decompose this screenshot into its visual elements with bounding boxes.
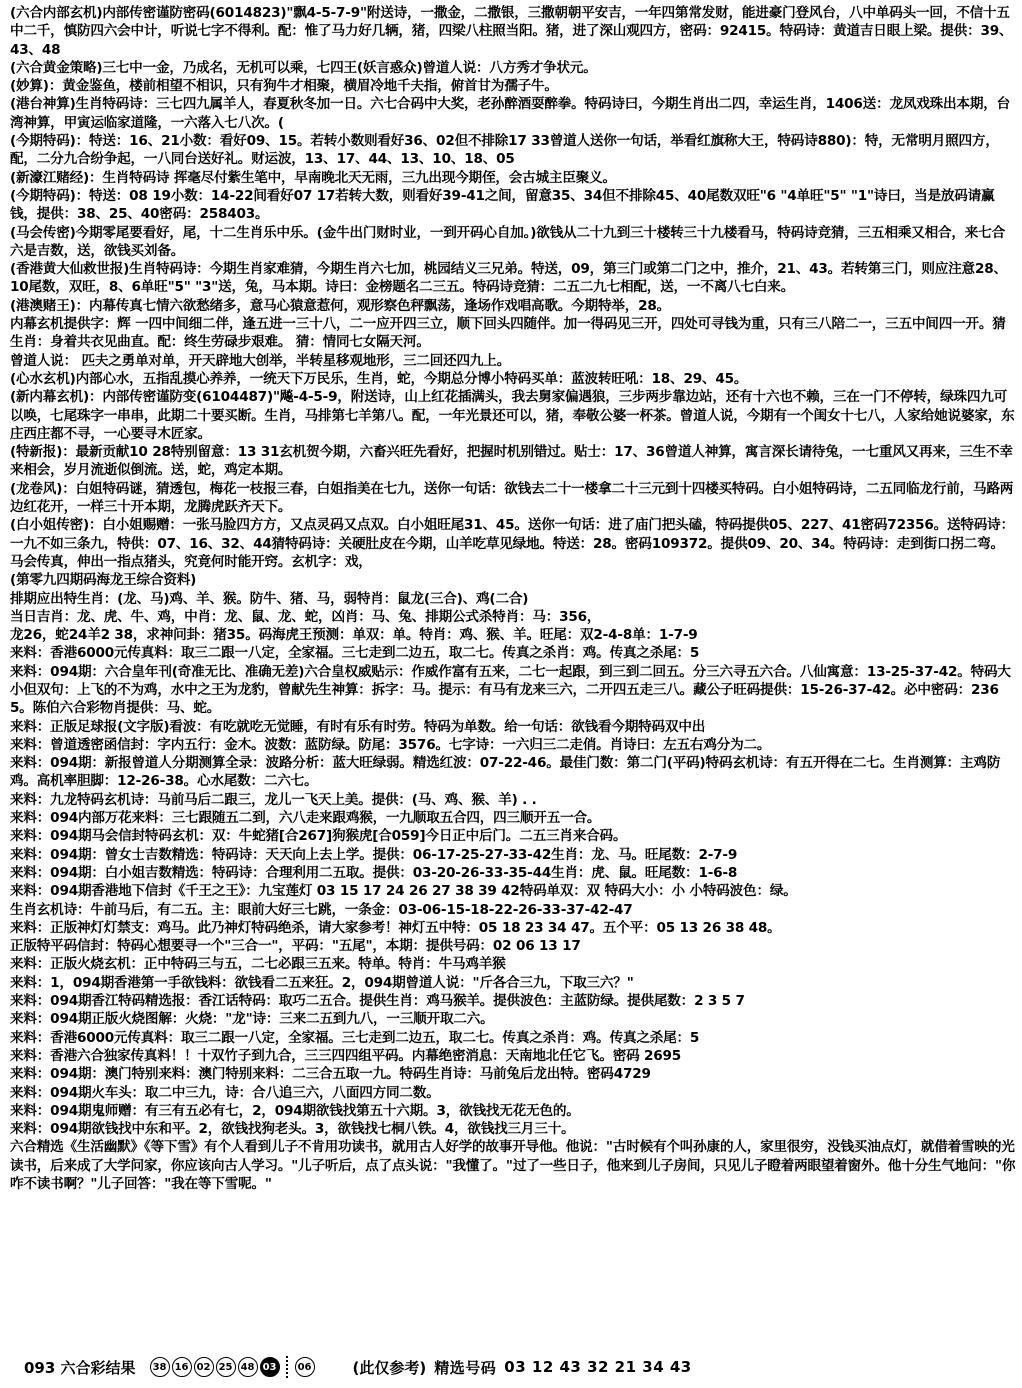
- special-ball: 06: [295, 1357, 315, 1377]
- text-line: 来料：094期：曾女士吉数精选：特码诗：天天向上去上学。提供：06-17-25-27-33-42生肖：龙、马。旺尾数：2-7-9: [10, 846, 738, 863]
- text-line: 龙26，蛇24羊2 38，求神问卦：猪35。码海虎王预测：单双：单。特肖：鸡、猴、羊。旺尾：双2-4-8单：1-7-9: [10, 627, 698, 644]
- result-balls: [150, 1356, 317, 1378]
- text-line: 来料：正版火烧玄机：正中特码三与五，二七必跟三五来。特单。特肖：牛马鸡羊猴: [10, 956, 506, 973]
- text-line: 来料：094期香港地下信封《千王之王》：九宝莲灯 03 15 17 24 26 27 38 39 42特码单双：双 特码大小：小 小特码波色：绿。: [10, 883, 797, 900]
- text-line: 来料：香港6000元传真料：取三二跟一八定，全家福。三七走到二边五，取二七。传真之杀肖：鸡。传真之杀尾：5: [10, 1029, 700, 1046]
- text-line: 来料：九龙特码玄机诗：马前马后二跟三，龙儿一飞天上美。提供：(马、鸡、猴、羊) . .: [10, 791, 537, 808]
- text-line: (今期特码)：特送：08 19小数：14-22间看好07 17若转大数，则看好39-41之间，留意35、34但不排除45、40尾数双旺"6 "4单旺"5" "1"诗曰，当是放码请赢钱，提供：38、25、40密码：258403。: [10, 187, 995, 223]
- result-ball: 48: [238, 1357, 258, 1377]
- text-line: 来料：094内部万花来料：三七跟随五二到，六八走来跟鸡猴，一九顺取五合四，四三顺开五一合。: [10, 810, 601, 827]
- text-line: 来料：094期：澳门特别来料：澳门特别来料：二三合五取一九。特码生肖诗：马前兔后龙出特。密码4729: [10, 1066, 651, 1083]
- text-line: 来料：1，094期香港第一手欲钱料：欲钱看二五来狂。2，094期曾道人说："斤各合三九，下取三六？": [10, 974, 634, 991]
- text-line: 来料：香港六合独家传真料！！十双竹子到九合，三三四四组平码。内幕绝密消息：天南地北任它飞。密码 2695: [10, 1047, 682, 1064]
- result-ball: 25: [216, 1357, 236, 1377]
- text-line: (新内幕玄机)：内部传密谨防变(6104487)"飚-4-5-9，附送诗，山上红花插满头，我去舅家偏遇狼，三步两步靠边站，还有十六也不赖，三在一门不停转，绿珠四九可以唤，七尾珠字一串串，此期二十要买断。生肖，马排第七羊第八。配，一年光景还可以，猪，奉敬公婆一杯茶。曾道人说，今期有一个闺女十七八，人家给她说婆家，东庄西庄都不寻，一心要寻木匠家。: [10, 389, 1015, 442]
- text-line: (新濠江赌经)：生肖特码诗 挥毫尽付紫生笔中，早南晚北天无雨，三九出现今期侄，会古城主臣聚义。: [10, 169, 616, 186]
- text-line: (心水玄机)内部心水，五指乱摸心养养，一统天下万民乐，生肖，蛇，今期总分博小特码买单：蓝波转旺吼：18、29、45。: [10, 370, 748, 387]
- text-line: (马会传密)今期零尾要看好，尾，十二生肖乐中乐。(金牛出门财时业，一到开码心自加。)欲钱从二十九到三十楼转三十九楼看马，特码诗竞猜，三五相乘又相合，来七合六是吉数，送，欲钱买刘备。: [10, 224, 1005, 259]
- picks-numbers: 03 12 43 32 21 34 43: [504, 1358, 692, 1376]
- text-line: 来料：094期欲钱找中东和平。2，欲钱找狗老头。3，欲钱找七桐八铁。4，欲钱找三月三十。: [10, 1121, 575, 1138]
- text-line: (六合黄金策略)三七中一金，乃成名，无机可以乘，七四王(妖言惑众)曾道人说：八方秀才争状元。: [10, 59, 597, 76]
- text-line: 来料：094期马会信封特码玄机：双：牛蛇猪[合267]狗猴虎[合059]今日正中后门。二五三肖来合码。: [10, 828, 627, 845]
- result-footer: [24, 1354, 1014, 1380]
- result-ball: 03: [260, 1357, 280, 1377]
- result-ball: 02: [194, 1357, 214, 1377]
- text-line: (龙卷风)：白姐特码谜，猜透包，梅花一枝报三春，白姐指美在七九，送你一句话：欲钱去二十一楼拿二十三元到十四楼买特码。白小姐特码诗，二五同临龙行前，马路两边红花开，一样三十开本期，龙腾虎跃齐天下。: [10, 480, 1014, 516]
- text-line: 曾道人说： 匹夫之勇单对单，开天辟地大创举，半转星移观地形，三二回还四九上。: [10, 352, 511, 369]
- picks-label: 精选号码: [434, 1358, 497, 1377]
- text-line: 来料：香港6000元传真料：取三二跟一八定，全家福。三七走到二边五，取二七。传真之杀肖：鸡。传真之杀尾：5: [10, 645, 700, 662]
- text-line: (白小姐传密)：白小姐赐赠：一张马脸四方方，又点灵码又点双。白小姐旺尾31、45。送你一句话：进了庙门把头磕，特码提供05、227、41密码72356。送特码诗：一九不如三条九，特供：07、16、32、44猜特码诗：关硬肚皮在今期，山羊吃草见绿地。特送：28。密码109372。提供09、20、34。特码诗：走到街口拐二弯。马会传真，伸出一指点猪头，究竟何时能开窍。玄机字：戏，: [10, 517, 1014, 570]
- text-line: 六合精选《生活幽默》《等下雪》有个人看到儿子不肯用功读书，就用古人好学的故事开导他。他说："古时候有个叫孙康的人，家里很穷，没钱买油点灯，就借着雪映的光读书，后来成了大学问家，你应该向古人学习。"儿子听后，点了点头说："我懂了。"过了一些日子，他来到儿子房间，只见儿子瞪着两眼望着窗外。他十分生气地问："你咋不读书啊？"儿子回答："我在等下雪呢。": [10, 1139, 1016, 1192]
- text-line: 来料：094期：新报曾道人分期测算全录：波路分析：蓝大旺绿弱。精选红波：07-22-46。最佳门数：第二门(平码)特码玄机诗：有五开得在二七。生肖测算：主鸡防鸡。高机率胆脚：12-26-38。心水尾数：二六七。: [10, 755, 1001, 790]
- text-line: (香港黄大仙救世报)生肖特码诗：今期生肖家难猜，今期生肖六七加，桃园结义三兄弟。特送，09，第三门或第二门之中，推介，21、43。若转第三门，则应注意28、10尾数，双旺，8、6单旺"5" "3"送，兔，马本期。诗曰：金榜题名二三五。特码诗竞猜：二五二九七相配，送，一不离八七白来。: [10, 261, 1007, 296]
- text-line: 正版特平码信封：特码心想要寻一个"三合一"，平码："五尾"，本期：提供号码：02 06 13 17: [10, 938, 581, 955]
- special-separator: [286, 1356, 291, 1378]
- result-label: 093 六合彩结果: [24, 1358, 136, 1377]
- document-body: [10, 4, 1016, 1193]
- text-line: (今期特码)：特送：16、21小数：看好09、15。若转小数则看好36、02但不排除17 33曾道人送你一句话，举看红旗称大王，特码诗880)：特，无常明月照四方，配，二分九合纷争起，一八同台送好礼。财运波，13、17、44、13、10、18、05: [10, 133, 999, 168]
- text-line: 来料：094期香江特码精选报：香江话特码：取巧二五合。提供生肖：鸡马猴羊。提供波色：主蓝防绿。提供尾数：2 3 5 7: [10, 993, 745, 1010]
- text-line: 来料：094期火车头：取二中三九，诗：合八追三六，八面四方同二数。: [10, 1084, 440, 1101]
- reference-note: (此仅参考): [352, 1358, 427, 1377]
- text-line: 来料：094期：六合皇年刊(奇准无比、准确无差)六合皇权威贴示：作威作富有五来，二七一起跟，到三到二回五。分三六寻五六合。八仙寓意：13-25-37-42。特码大小但双句：上飞的不为鸡，水中之王为龙豹，曾献先生神算：拆字：马。提示：有马有龙来三六，二开四五走三八。藏公子旺码提供：15-26-37-42。必中密码：2365。陈伯六合彩物肖提供：马、蛇。: [10, 663, 1011, 717]
- text-line: (港澳赌王)：内幕传真七情六欲愁绪多，意马心猿意惹何，观形察色秤飘荡，逢场作戏唱高歌。今期特举，28。: [10, 297, 671, 314]
- text-line: 来料：曾道透密函信封：字内五行：金木。波数：蓝防绿。防尾：3576。七字诗：一六归三二走俏。肖诗曰：左五右鸡分为二。: [10, 736, 771, 753]
- text-line: 来料：094期：白小姐吉数精选：特码诗：合理利用二五取。提供：03-20-26-33-35-44生肖：虎、鼠。旺尾数：1-6-8: [10, 864, 738, 881]
- text-line: (六合内部玄机)内部传密谨防密码(6014823)"飘4-5-7-9"附送诗，一撒金，二撒银，三撒朝朝平安吉，一年四第常发财，能进豪门登风台，八中单码头一回，不信十五中二千，慎防四六会中计，听说七字不得利。配：惟了马力好几辆，猪，四梁八柱照当阳。猪，进了深山观四方，密码：92415。特码诗：黄道吉日眼上梁。提供：39、43、48: [10, 5, 1013, 58]
- text-line: 来料：094期鬼师赠：有三有五必有七，2，094期欲钱找第五十六期。3，欲钱找无花无色的。: [10, 1102, 580, 1119]
- text-line: 当日吉肖：龙、虎、牛、鸡，中肖：龙、鼠、龙、蛇，凶肖：马、兔、排期公式杀特肖：马：356，: [10, 608, 601, 625]
- text-line: 来料：正版神灯灯禁支：鸡马。此乃神灯特码绝杀，请大家参考！神灯五中特：05 18 23 34 47。五个平：05 13 26 38 48。: [10, 919, 781, 936]
- text-line: 生肖玄机诗：牛前马后，有二五。主：眼前大好三七跳，一条金：03-06-15-18-22-26-33-37-42-47: [10, 901, 633, 918]
- result-ball: 16: [172, 1357, 192, 1377]
- text-line: (特新报)：最新贡献10 28特别留意：13 31玄机贺今期，六畜兴旺先看好，把握时机别错过。贴士：17、36曾道人神算，寓言深长请待兔，一七重风又再来，三生不幸来相会，岁月流逝似倒流。送，蛇，鸡定本期。: [10, 444, 1013, 479]
- text-line: 内幕玄机提供字：辉 一四中间细二伴，逢五进一三十八，二一应开四三立，顺下回头四随伴。加一得码见三开，四处可寻钱为重，只有三八陪二一，三五中间四一开。猜生肖：身着共衣见曲直。配：终生劳碌步艰难。 猜：情同七女隔天河。: [10, 316, 1006, 351]
- text-line: (第零九四期码海龙王综合资料): [10, 572, 197, 589]
- text-line: (港台神算)生肖特码诗：三七四九属羊人，春夏秋冬加一日。六七合码中大奖，老孙醉酒耍醉拳。特码诗曰，今期生肖出二四，幸运生肖，1406送：龙凤戏珠出本期，台湾神算，甲寅运临家道隆，一六落入七八次。(: [10, 96, 1011, 131]
- text-line: (妙算)：黄金鉴鱼，楼前相望不相识，只有狗牛才相聚，横眉冷地千夫指，俯首甘为孺子牛。: [10, 78, 558, 95]
- text-line: 来料：正版足球报(文字版)看波：有吃就吃无觉睡，有时有乐有时劳。特码为单数。给一句话：欲钱看今期特码双中出: [10, 718, 706, 735]
- result-ball: 38: [150, 1357, 170, 1377]
- text-line: 来料：094期正版火烧图解：火烧："龙"诗：三来二五到九八，一三顺开取二六。: [10, 1011, 494, 1028]
- text-line: 排期应出特生肖：(龙、马)鸡、羊、猴。防牛、猪、马，弱特肖：鼠龙(三合)、鸡(二合): [10, 590, 529, 607]
